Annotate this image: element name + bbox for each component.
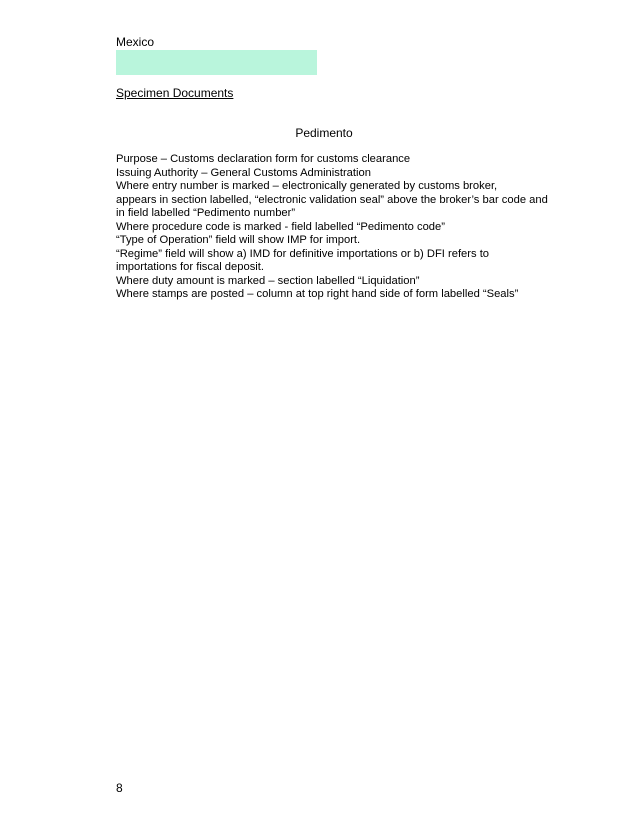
highlight-bar (116, 50, 317, 75)
section-heading: Specimen Documents (116, 86, 234, 100)
page-number: 8 (116, 781, 123, 795)
body-line: Where entry number is marked – electronically generated by customs broker, (116, 180, 498, 192)
body-line: Where stamps are posted – column at top right hand side of form labelled “Seals” (116, 288, 519, 300)
body-line: Where procedure code is marked - field labelled “Pedimento code” (116, 220, 445, 233)
body-line: “Type of Operation” field will show IMP for import. (116, 234, 361, 246)
country-label: Mexico (116, 35, 155, 49)
document-body (116, 153, 556, 302)
body-line: importations for fiscal deposit. (116, 261, 264, 273)
body-line: appears in section labelled, “electronic validation seal” above the broker’s bar code and (116, 193, 548, 206)
body-line: Where duty amount is marked – section labelled “Liquidation” (116, 274, 420, 287)
body-line: Purpose – Customs declaration form for customs clearance (116, 153, 411, 165)
body-line: Issuing Authority – General Customs Administration (116, 166, 371, 179)
body-line: in field labelled “Pedimento number” (116, 207, 296, 219)
document-title: Pedimento (295, 126, 353, 140)
body-line: “Regime” field will show a) IMD for definitive importations or b) DFI refers to (116, 247, 490, 260)
